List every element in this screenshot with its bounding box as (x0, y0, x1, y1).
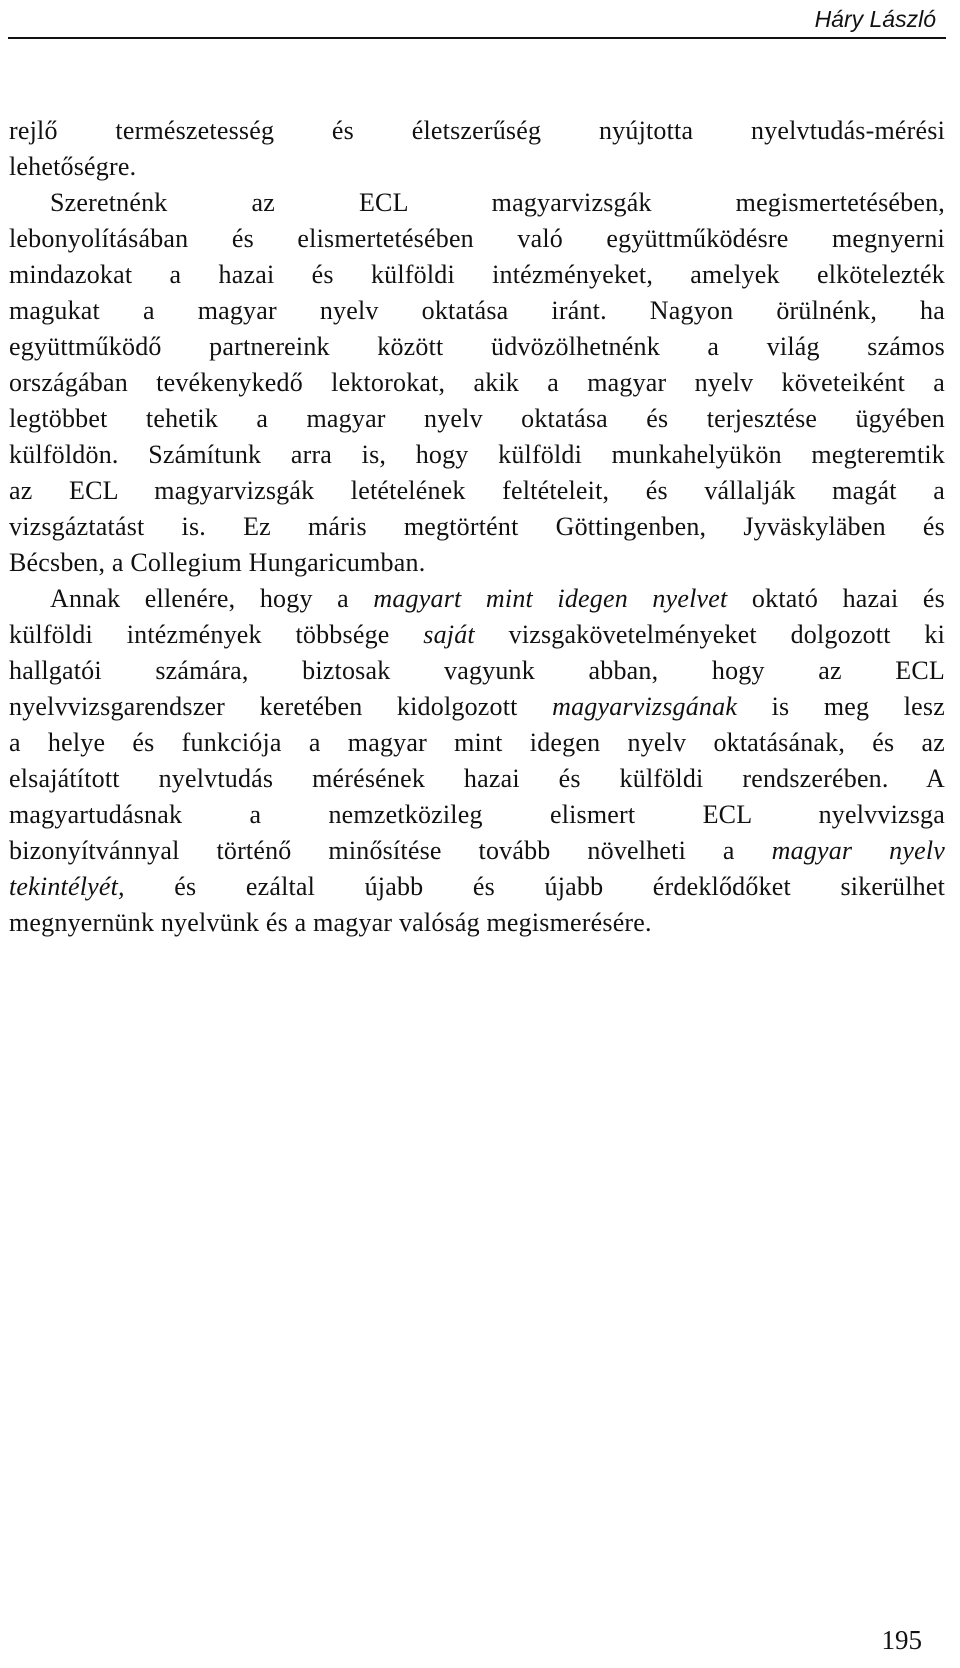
text-line (9, 581, 945, 617)
italic-text-segment: tekintélyét, (9, 872, 125, 901)
text-line (9, 401, 945, 437)
text-line (9, 221, 945, 257)
text-line (9, 365, 945, 401)
text-line (9, 113, 945, 149)
text-segment: hallgatói számára, biztosak vagyunk abban, hogy az ECL (9, 656, 945, 685)
text-segment: lehetőségre. (9, 152, 137, 181)
text-segment: lebonyolításában és elismertetésében való együttműködésre megnyerni (9, 224, 945, 253)
text-segment: megnyernünk nyelvünk és a magyar valóság megismerésére. (9, 908, 652, 937)
text-line (9, 545, 945, 581)
text-segment: rejlő természetesség és életszerűség nyújtotta nyelvtudás-mérési (9, 116, 945, 145)
italic-text-segment: saját (423, 620, 475, 649)
text-segment: külföldi intézmények többsége (9, 620, 424, 649)
text-line (9, 761, 945, 797)
text-segment: Szeretnénk az ECL magyarvizsgák megismertetésében, (50, 188, 945, 217)
page-number: 195 (881, 1625, 922, 1655)
italic-text-segment: magyart mint idegen nyelvet (373, 584, 728, 613)
text-segment: Annak ellenére, hogy a (50, 584, 374, 613)
text-segment: és ezáltal újabb és újabb érdeklődőket sikerülhet (124, 872, 945, 901)
running-head-author: Háry László (814, 6, 936, 32)
header-rule (8, 37, 946, 39)
text-segment: magukat a magyar nyelv oktatása iránt. Nagyon örülnénk, ha (9, 296, 945, 325)
text-line (9, 437, 945, 473)
text-segment: az ECL magyarvizsgák letételének feltételeit, és vállalják magát a (9, 476, 945, 505)
italic-text-segment: magyarvizsgának (552, 692, 738, 721)
body-text (9, 113, 945, 941)
text-line (9, 509, 945, 545)
text-line (9, 257, 945, 293)
text-segment: vizsgakövetelményeket dolgozott ki (474, 620, 945, 649)
text-segment: is meg lesz (737, 692, 945, 721)
text-line (9, 473, 945, 509)
text-segment: külföldön. Számítunk arra is, hogy külföldi munkahelyükön megteremtik (9, 440, 945, 469)
text-line (9, 653, 945, 689)
text-segment: Bécsben, a Collegium Hungaricumban. (9, 548, 426, 577)
text-segment: mindazokat a hazai és külföldi intézményeket, amelyek elkötelezték (9, 260, 945, 289)
text-segment: bizonyítvánnyal történő minősítése tovább növelheti a (9, 836, 772, 865)
text-segment: legtöbbet tehetik a magyar nyelv oktatása és terjesztése ügyében (9, 404, 945, 433)
text-segment: országában tevékenykedő lektorokat, akik a magyar nyelv követeiként a (9, 368, 945, 397)
text-line (9, 833, 945, 869)
text-segment: a helye és funkciója a magyar mint idegen nyelv oktatásának, és az (9, 728, 945, 757)
text-line (9, 869, 945, 905)
text-segment: együttműködő partnereink között üdvözölhetnénk a világ számos (9, 332, 945, 361)
text-line (9, 905, 945, 941)
text-line (9, 329, 945, 365)
text-line (9, 293, 945, 329)
text-segment: oktató hazai és (727, 584, 945, 613)
text-line (9, 149, 945, 185)
text-line (9, 185, 945, 221)
text-segment: elsajátított nyelvtudás mérésének hazai és külföldi rendszerében. A (9, 764, 945, 793)
text-segment: vizsgáztatást is. Ez máris megtörtént Göttingenben, Jyväskyläben és (9, 512, 945, 541)
text-line (9, 617, 945, 653)
text-line (9, 725, 945, 761)
text-segment: nyelvvizsgarendszer keretében kidolgozott (9, 692, 553, 721)
text-line (9, 689, 945, 725)
italic-text-segment: magyar nyelv (771, 836, 945, 865)
text-line (9, 797, 945, 833)
text-segment: magyartudásnak a nemzetközileg elismert ECL nyelvvizsga (9, 800, 945, 829)
